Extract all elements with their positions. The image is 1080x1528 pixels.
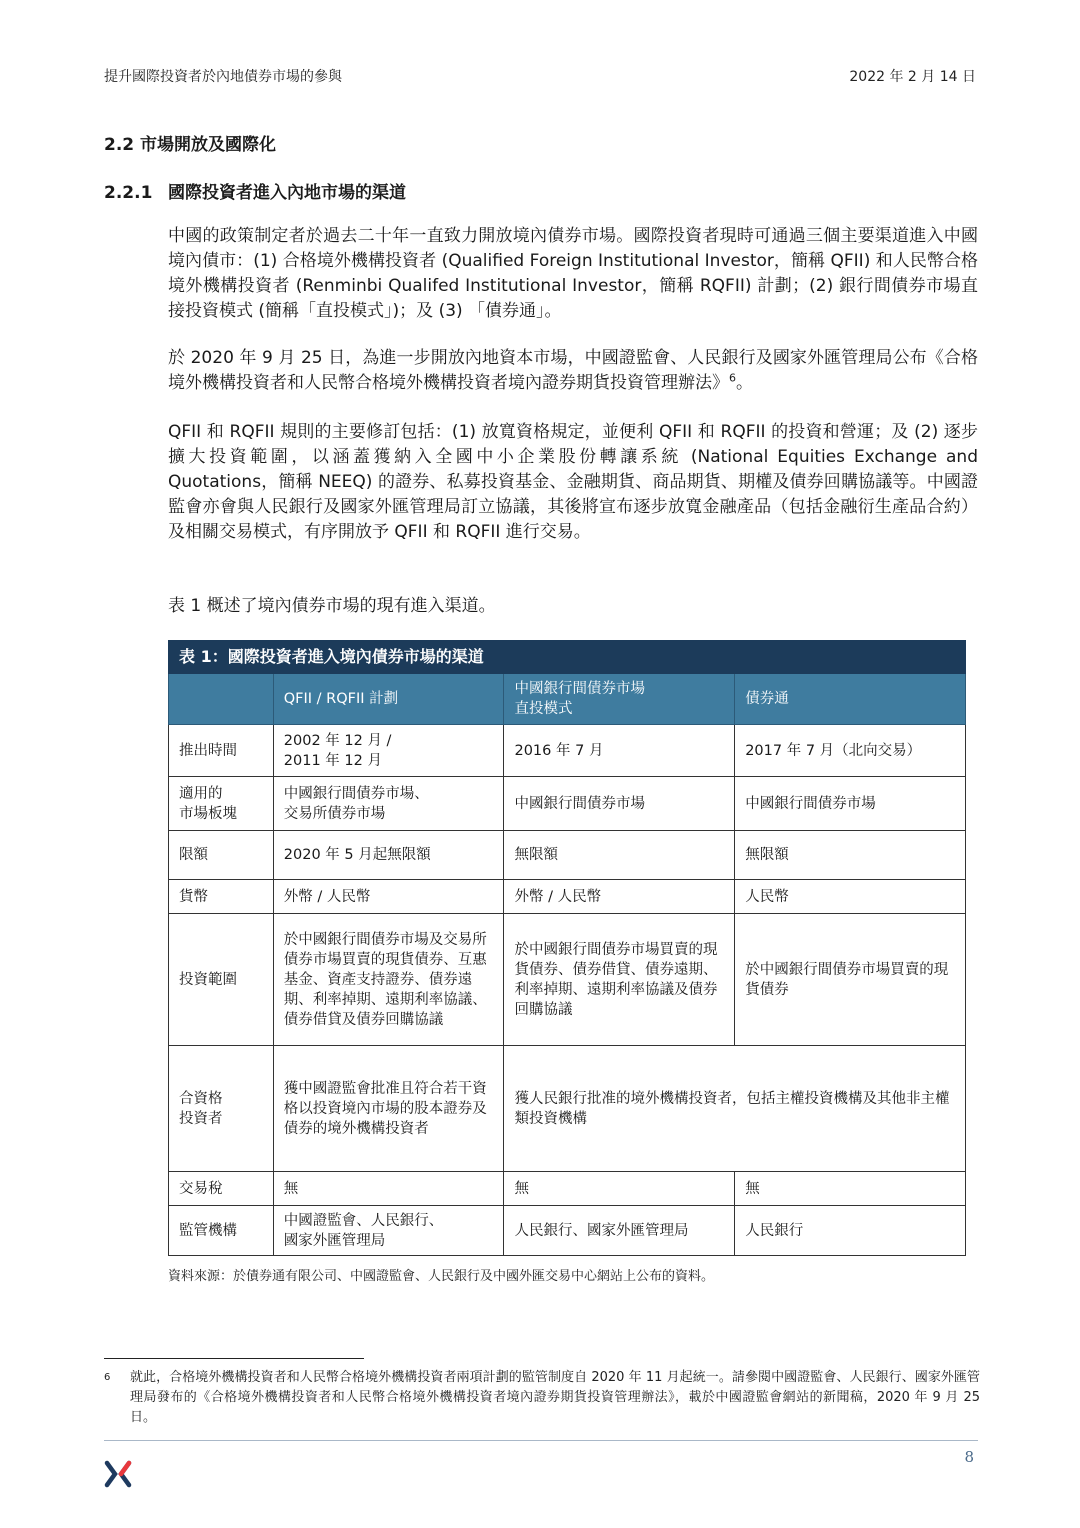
table-row	[169, 831, 966, 880]
channels-table-container	[168, 640, 966, 1256]
paragraph-1: 中國的政策制定者於過去二十年一直致力開放境內債券市場。國際投資者現時可通過三個主要渠道進入中國境內債市：(1) 合格境外機構投資者 (Qualified Foreign Institutional Investor，簡稱 QFII) 和人民幣合格境外機構投資者 (Renminbi Qualifed Institutional Investor，簡稱 RQFII) 計劃；(2) 銀行間債券市場直接投資模式 (簡稱「直投模式」)；及 (3) 「債券通」。	[168, 226, 978, 321]
table-row	[169, 1172, 966, 1206]
running-header-date: 2022 年 2 月 14 日	[849, 69, 976, 85]
paragraph-4: 表 1 概述了境內債券市場的現有進入渠道。	[168, 596, 496, 616]
table-row	[169, 880, 966, 914]
row-label: 投資範圍	[169, 914, 274, 1046]
row-label: 適用的 市場板塊	[169, 777, 274, 831]
page-footer-divider	[104, 1440, 978, 1441]
table-cell: 2020 年 5 月起無限額	[273, 831, 504, 880]
section-heading: 2.2 市場開放及國際化	[104, 135, 277, 155]
table-header-row	[169, 674, 966, 725]
table-header-cell: 債券通	[735, 674, 966, 725]
table-cell: 2002 年 12 月 / 2011 年 12 月	[273, 725, 504, 777]
footnote	[104, 1368, 980, 1428]
paragraph-3: QFII 和 RQFII 規則的主要修訂包括：(1) 放寬資格規定，並便利 QFII 和 RQFII 的投資和營運；及 (2) 逐步擴大投資範圍，以涵蓋獲納入全國中小企業股份轉讓系統 (National Equities Exchange and Quotations，簡稱 NEEQ) 的證券、私募投資基金、金融期貨、商品期貨、期權及債券回購協議等。中國證監會亦會與人民銀行及國家外匯管理局訂立協議，其後將宣布逐步放寬金融產品（包括金融衍生產品合約）及相關交易模式，有序開放予 QFII 和 RQFII 進行交易。	[168, 422, 978, 542]
hkex-logo-icon	[104, 1460, 132, 1488]
row-label: 交易稅	[169, 1172, 274, 1206]
row-label: 推出時間	[169, 725, 274, 777]
table-cell: 2016 年 7 月	[504, 725, 735, 777]
table-cell: 中國證監會、人民銀行、 國家外匯管理局	[273, 1206, 504, 1256]
footnote-text: 就此，合格境外機構投資者和人民幣合格境外機構投資者兩項計劃的監管制度自 2020 年 11 月起統一。請參閱中國證監會、人民銀行、國家外匯管理局發布的《合格境外機構投資者和人民幣合格境外機構投資者境內證券期貨投資管理辦法》，載於中國證監會網站的新聞稿，2020 年 9 月 25 日。	[130, 1370, 980, 1425]
logo-left-chevron	[107, 1463, 115, 1485]
row-label: 貨幣	[169, 880, 274, 914]
row-label: 合資格 投資者	[169, 1046, 274, 1172]
table-row	[169, 1046, 966, 1172]
table-cell: 於中國銀行間債券市場及交易所債券市場買賣的現貨債券、互惠基金、資產支持證券、債券遠期、利率掉期、遠期利率協議、債券借貸及債券回購協議	[273, 914, 504, 1046]
table-cell: 中國銀行間債券市場、 交易所債券市場	[273, 777, 504, 831]
table-cell: 外幣 / 人民幣	[504, 880, 735, 914]
table-cell: 中國銀行間債券市場	[504, 777, 735, 831]
row-label: 限額	[169, 831, 274, 880]
table-cell: 於中國銀行間債券市場買賣的現貨債券、債券借貸、債券遠期、利率掉期、遠期利率協議及債券回購協議	[504, 914, 735, 1046]
table-cell: 無	[273, 1172, 504, 1206]
table-cell-merged: 獲人民銀行批准的境外機構投資者，包括主權投資機構及其他非主權類投資機構	[504, 1046, 966, 1172]
table-cell: 人民幣	[735, 880, 966, 914]
table-cell: 人民銀行	[735, 1206, 966, 1256]
running-header-title: 提升國際投資者於內地債券市場的參與	[104, 69, 342, 85]
table-cell: 2017 年 7 月（北向交易）	[735, 725, 966, 777]
table-cell: 獲中國證監會批准且符合若干資格以投資境內市場的股本證券及債券的境外機構投資者	[273, 1046, 504, 1172]
paragraph-2-end: 。	[736, 373, 753, 393]
table-row	[169, 777, 966, 831]
table-header-cell: QFII / RQFII 計劃	[273, 674, 504, 725]
table-cell: 人民銀行、國家外匯管理局	[504, 1206, 735, 1256]
channels-table	[168, 640, 966, 1256]
page-number: 8	[964, 1448, 974, 1466]
table-cell: 於中國銀行間債券市場買賣的現貨債券	[735, 914, 966, 1046]
table-cell: 無	[504, 1172, 735, 1206]
table-cell: 中國銀行間債券市場	[735, 777, 966, 831]
table-cell: 外幣 / 人民幣	[273, 880, 504, 914]
table-row	[169, 725, 966, 777]
table-header-cell: 中國銀行間債券市場 直投模式	[504, 674, 735, 725]
footnote-number: 6	[104, 1372, 111, 1383]
paragraph-2	[168, 346, 978, 396]
logo-red-stroke	[121, 1463, 129, 1474]
paragraph-2-text: 於 2020 年 9 月 25 日，為進一步開放內地資本市場，中國證監會、人民銀行及國家外匯管理局公布《合格境外機構投資者和人民幣合格境外機構投資者境內證券期貨投資管理辦法》	[168, 348, 978, 393]
table-cell: 無限額	[504, 831, 735, 880]
row-label: 監管機構	[169, 1206, 274, 1256]
table-cell: 無限額	[735, 831, 966, 880]
footnote-divider	[104, 1358, 364, 1359]
table-caption: 表 1：國際投資者進入境內債券市場的渠道	[169, 641, 966, 674]
table-source-note: 資料來源：於債券通有限公司、中國證監會、人民銀行及中國外匯交易中心網站上公布的資料。	[168, 1269, 715, 1284]
table-row	[169, 1206, 966, 1256]
table-row	[169, 914, 966, 1046]
table-cell: 無	[735, 1172, 966, 1206]
subsection-heading	[104, 178, 406, 203]
table-header-cell	[169, 674, 274, 725]
subsection-title: 國際投資者進入內地市場的渠道	[168, 183, 406, 203]
footnote-ref[interactable]: 6	[729, 371, 736, 385]
subsection-number: 2.2.1	[104, 183, 153, 203]
